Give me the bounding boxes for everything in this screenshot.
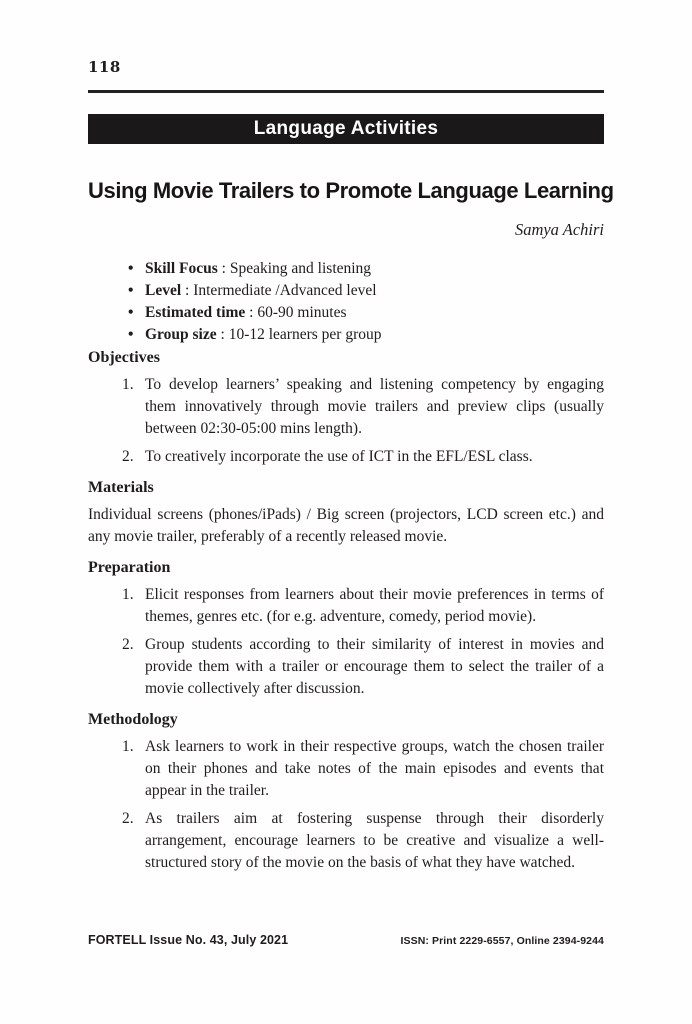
list-item bbox=[88, 736, 604, 802]
list-item-number: 1. bbox=[122, 738, 134, 755]
author-name: Samya Achiri bbox=[514, 220, 604, 239]
footer-journal-info: FORTELL Issue No. 43, July 2021 bbox=[88, 933, 289, 947]
footer-issn: ISSN: Print 2229-6557, Online 2394-9244 bbox=[400, 935, 604, 947]
section-heading-methodology: Methodology bbox=[88, 711, 178, 728]
list-item bbox=[88, 374, 604, 440]
meta-separator: : bbox=[181, 282, 194, 299]
meta-item-level bbox=[128, 280, 604, 302]
page-content bbox=[88, 58, 614, 880]
list-item-text: Ask learners to work in their respective groups, watch the chosen trailer on their phones and take notes of the main episodes and events that appear in the trailer. bbox=[145, 738, 604, 799]
meta-value: 60-90 minutes bbox=[257, 304, 347, 321]
section-heading-objectives: Objectives bbox=[88, 349, 160, 366]
meta-item-group-size bbox=[128, 324, 604, 346]
page-footer bbox=[88, 933, 604, 947]
bullet-icon: • bbox=[128, 282, 134, 299]
bullet-icon: • bbox=[128, 260, 134, 277]
section-methodology bbox=[88, 710, 604, 874]
page-number: 118 bbox=[88, 58, 121, 76]
activity-meta-list bbox=[88, 258, 604, 346]
meta-item-text bbox=[145, 280, 377, 302]
list-item bbox=[88, 634, 604, 700]
bullet-icon: • bbox=[128, 326, 134, 343]
meta-separator: : bbox=[245, 304, 258, 321]
section-banner-label: Language Activities bbox=[253, 118, 439, 139]
list-item-number: 2. bbox=[122, 448, 134, 465]
list-item-number: 2. bbox=[122, 636, 134, 653]
meta-label: Skill Focus bbox=[145, 260, 218, 277]
list-item-number: 1. bbox=[122, 376, 134, 393]
section-heading-materials: Materials bbox=[88, 479, 154, 496]
list-item-number: 2. bbox=[122, 810, 134, 827]
meta-value: 10-12 learners per group bbox=[228, 326, 382, 343]
header-rule bbox=[88, 90, 604, 93]
list-item-text: To develop learners’ speaking and listening competency by engaging them innovatively through movie trailers and preview clips (usually between 02:30-05:00 mins length). bbox=[145, 376, 604, 437]
list-item-number: 1. bbox=[122, 586, 134, 603]
article-title: Using Movie Trailers to Promote Language Learning bbox=[88, 178, 614, 203]
list-item-text: Group students according to their similarity of interest in movies and provide them with a trailer or encourage them to select the trailer of a movie collectively after discussion. bbox=[145, 636, 604, 697]
section-heading-preparation: Preparation bbox=[88, 559, 171, 576]
meta-label: Level bbox=[145, 282, 182, 299]
meta-item-estimated-time bbox=[128, 302, 604, 324]
meta-item-text bbox=[145, 324, 381, 346]
bullet-icon: • bbox=[128, 304, 134, 321]
meta-label: Group size bbox=[145, 326, 217, 343]
list-item-text: To creatively incorporate the use of ICT in the EFL/ESL class. bbox=[145, 448, 533, 465]
meta-value: Speaking and listening bbox=[229, 260, 372, 277]
list-item bbox=[88, 808, 604, 874]
meta-item-skill-focus bbox=[128, 258, 604, 280]
section-materials bbox=[88, 478, 604, 548]
section-banner bbox=[88, 114, 604, 144]
meta-label: Estimated time bbox=[145, 304, 246, 321]
list-item bbox=[88, 446, 604, 468]
meta-item-text bbox=[145, 258, 371, 280]
list-item-text: Elicit responses from learners about their movie preferences in terms of themes, genres etc. (for e.g. adventure, comedy, period movie). bbox=[145, 586, 604, 625]
list-item-text: As trailers aim at fostering suspense through their disorderly arrangement, encourage learners to be creative and visualize a well-structured story of the movie on the basis of what they have watched. bbox=[145, 810, 604, 871]
meta-separator: : bbox=[217, 260, 230, 277]
meta-item-text bbox=[145, 302, 346, 324]
section-preparation bbox=[88, 558, 604, 700]
meta-value: Intermediate /Advanced level bbox=[193, 282, 377, 299]
materials-paragraph: Individual screens (phones/iPads) / Big screen (projectors, LCD screen etc.) and any movie trailer, preferably of a recently released movie. bbox=[88, 506, 604, 545]
list-item bbox=[88, 584, 604, 628]
meta-separator: : bbox=[216, 326, 229, 343]
section-objectives bbox=[88, 348, 604, 468]
